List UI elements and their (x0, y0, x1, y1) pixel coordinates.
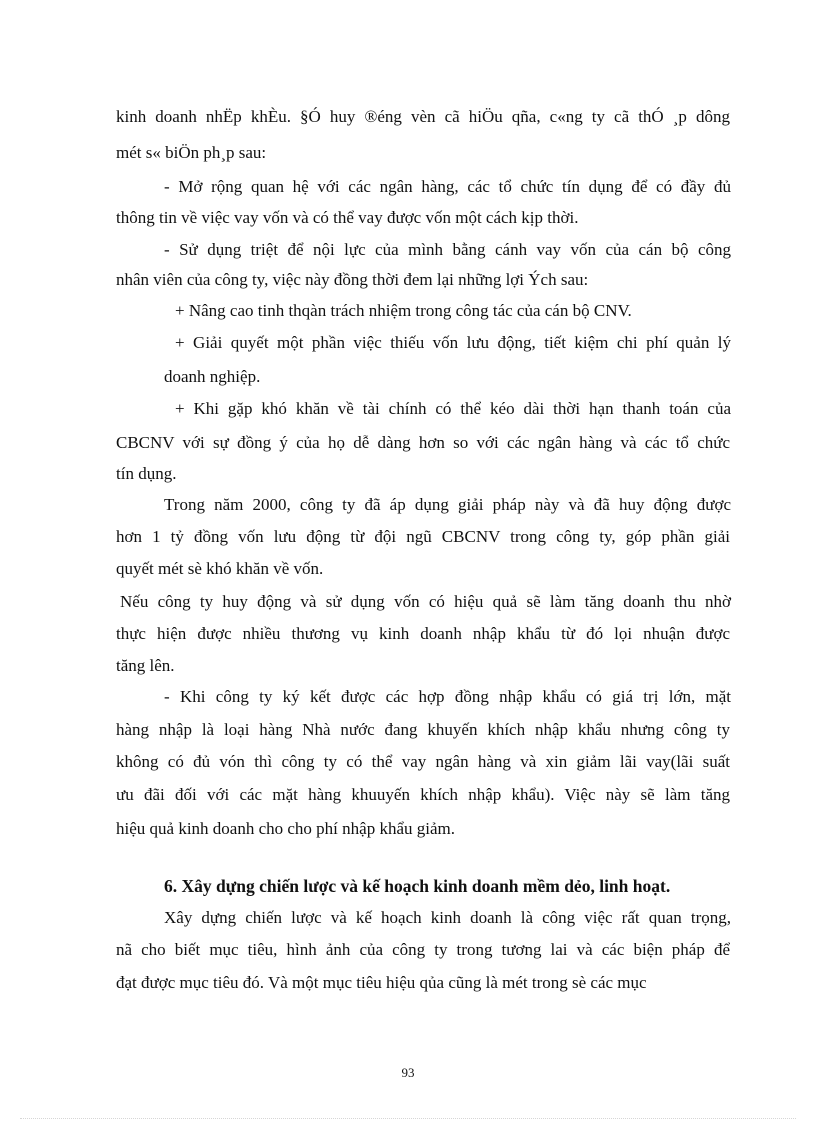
paragraph-line: Xây dựng chiến lược và kế hoạch kinh doanh là công việc rất quan trọng, (164, 908, 731, 927)
paragraph-line: nhân viên của công ty, việc này đồng thời đem lại những lợi Ých sau: (116, 270, 589, 289)
paragraph-line: Trong năm 2000, công ty đã áp dụng giải pháp này và đã huy động được (164, 495, 731, 514)
paragraph-line: không có đủ vón thì công ty có thể vay ngân hàng và xin giảm lãi vay(lãi suất (116, 752, 730, 771)
paragraph-line: ưu đãi đối với các mặt hàng khuuyến khích nhập khẩu). Việc này sẽ làm tăng (116, 785, 730, 804)
page-number: 93 (401, 1065, 415, 1080)
paragraph-line: + Nâng cao tinh thqàn trách nhiệm trong công tác của cán bộ CNV. (175, 301, 632, 320)
paragraph-line: mét s« biÖn ph¸p sau: (116, 143, 267, 162)
paragraph-line: hơn 1 tỷ đồng vốn lưu động từ đội ngũ CBCNV trong công ty, góp phần giải (116, 527, 730, 546)
paragraph-line: đạt được mục tiêu đó. Và một mục tiêu hiệu qủa cũng là mét trong sè các mục (116, 973, 647, 992)
paragraph-line: doanh nghiệp. (164, 367, 261, 386)
paragraph-line: thông tin về việc vay vốn và có thể vay được vốn một cách kịp thời. (116, 208, 579, 227)
paragraph-line: nã cho biết mục tiêu, hình ảnh của công ty trong tương lai và các biện pháp để (116, 940, 730, 959)
paragraph-line: - Khi công ty ký kết được các hợp đồng nhập khẩu có giá trị lớn, mặt (164, 687, 731, 706)
paragraph-line: kinh doanh nhËp khÈu. §Ó huy ®éng vèn cã hiÖu qña, c«ng ty cã thÓ ¸p dông (116, 107, 730, 126)
paragraph-line: + Giải quyết một phần việc thiếu vốn lưu động, tiết kiệm chi phí quản lý (175, 333, 731, 352)
paragraph-line: quyết mét sè khó khăn về vốn. (116, 559, 324, 578)
paragraph-line: hàng nhập là loại hàng Nhà nước đang khuyến khích nhập khẩu nhưng công ty (116, 720, 730, 739)
paragraph-line: tăng lên. (116, 656, 175, 675)
paragraph-line: tín dụng. (116, 464, 177, 483)
paragraph-line: - Sử dụng triệt để nội lực của mình bằng cánh vay vốn của cán bộ công (164, 240, 731, 259)
section-heading: 6. Xây dựng chiến lược và kế hoạch kinh doanh mềm dẻo, linh hoạt. (164, 876, 671, 896)
paragraph-line: hiệu quả kinh doanh cho cho phí nhập khẩu giảm. (116, 819, 455, 838)
paragraph-line: + Khi gặp khó khăn về tài chính có thể kéo dài thời hạn thanh toán của (175, 399, 731, 418)
page-bottom-divider (20, 1118, 796, 1119)
paragraph-line: CBCNV với sự đồng ý của họ dễ dàng hơn so với các ngân hàng và các tổ chức (116, 433, 730, 452)
paragraph-line: - Mở rộng quan hệ với các ngân hàng, các tổ chức tín dụng để có đầy đủ (164, 177, 731, 196)
paragraph-line: thực hiện được nhiều thương vụ kinh doanh nhập khẩu từ đó lọi nhuận được (116, 624, 730, 643)
paragraph-line: Nếu công ty huy động và sử dụng vốn có hiệu quả sẽ làm tăng doanh thu nhờ (120, 592, 731, 611)
